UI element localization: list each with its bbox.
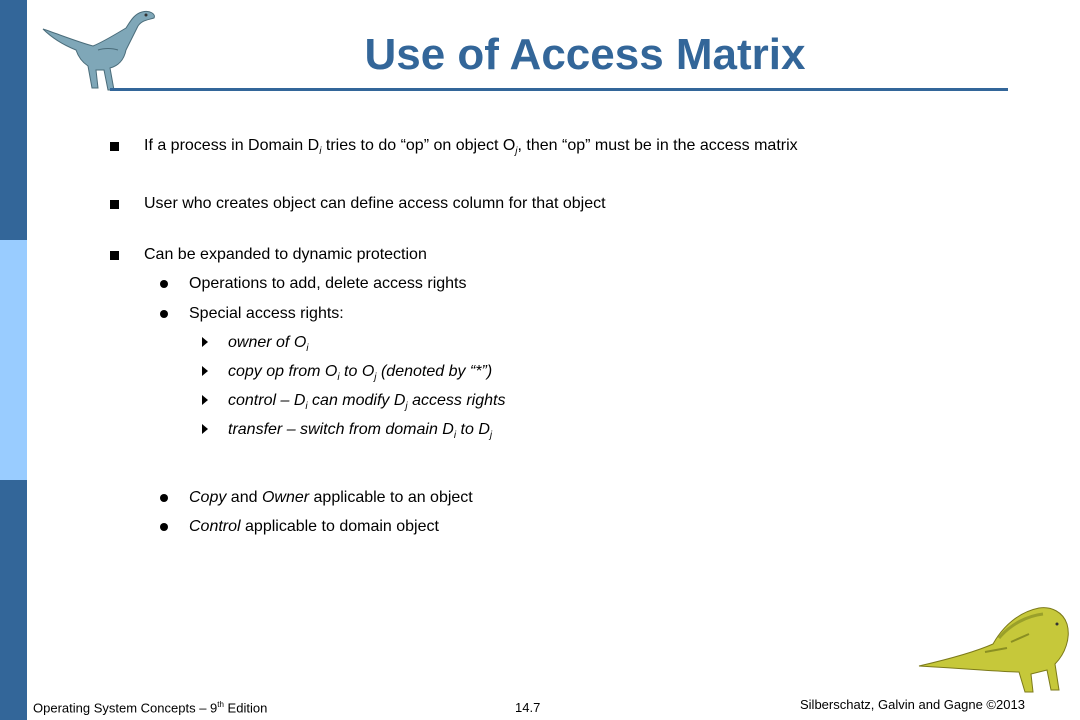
slide-title: Use of Access Matrix — [364, 30, 806, 79]
footer-book-title — [33, 700, 267, 715]
footer-copyright: Silberschatz, Galvin and Gagne ©2013 — [800, 697, 1025, 712]
subscript: j — [405, 401, 408, 413]
text-part: (denoted by “*”) — [376, 363, 493, 380]
text-part: Control — [189, 518, 241, 535]
text-part: Copy — [189, 489, 227, 506]
sub-sub-bullet-item — [228, 363, 492, 383]
bullet-item — [144, 195, 606, 213]
superscript: th — [217, 700, 224, 709]
bullet-text: Special access rights: — [189, 305, 344, 322]
bullet-text — [189, 489, 473, 507]
left-sidebar — [0, 0, 27, 720]
text-part: Operating System Concepts – 9 — [33, 700, 218, 716]
square-bullet-icon — [110, 200, 119, 209]
text-part: Edition — [223, 700, 268, 716]
square-bullet-icon — [110, 251, 119, 260]
arrow-bullet-icon — [202, 424, 208, 434]
sidebar-stripe-dark — [0, 0, 27, 240]
arrow-bullet-icon — [202, 366, 208, 376]
sub-sub-bullet-item — [228, 421, 492, 441]
text-part: and — [226, 489, 262, 506]
dinosaur-bottom-icon — [915, 598, 1075, 698]
sub-bullet-item — [189, 305, 344, 323]
subscript: j — [515, 146, 518, 158]
sub-sub-bullet-item — [228, 334, 309, 354]
sub-sub-bullet-item — [228, 392, 505, 412]
text-part: , then “op” must be in the access matrix — [517, 137, 798, 154]
sub-bullet-item — [189, 489, 473, 507]
text-part: access rights — [407, 392, 506, 409]
arrow-bullet-icon — [202, 337, 208, 347]
subscript: j — [374, 372, 377, 384]
subscript: i — [319, 146, 322, 158]
bullet-text — [228, 334, 309, 354]
subscript: i — [453, 430, 457, 442]
bullet-text — [228, 392, 505, 412]
text-part: control – D — [228, 392, 306, 409]
text-part: applicable to an object — [309, 489, 473, 506]
bullet-text: Operations to add, delete access rights — [189, 275, 467, 292]
bullet-item — [144, 246, 427, 264]
text-part: tries to do “op” on object O — [321, 137, 516, 154]
dot-bullet-icon — [160, 310, 168, 318]
dinosaur-top-icon — [38, 4, 168, 94]
subscript: i — [306, 343, 309, 355]
square-bullet-icon — [110, 142, 119, 151]
bullet-text — [189, 518, 439, 536]
text-part: to D — [456, 421, 490, 438]
text-part: Owner — [261, 489, 310, 506]
dot-bullet-icon — [160, 494, 168, 502]
bullet-item — [144, 137, 798, 157]
text-part: owner of O — [228, 334, 307, 351]
bullet-text — [144, 137, 798, 157]
bullet-text — [228, 363, 492, 383]
text-part: If a process in Domain D — [144, 137, 320, 154]
sub-bullet-item — [189, 275, 467, 293]
footer-page-number: 14.7 — [515, 700, 541, 715]
dot-bullet-icon — [160, 523, 168, 531]
sidebar-stripe-light — [0, 240, 27, 480]
text-part: to O — [339, 363, 375, 380]
subscript: i — [305, 401, 308, 413]
bullet-text: Can be expanded to dynamic protection — [144, 246, 427, 263]
text-part: can modify D — [307, 392, 406, 409]
text-part: applicable to domain object — [240, 518, 439, 535]
dot-bullet-icon — [160, 280, 168, 288]
text-part: transfer – switch from domain D — [228, 421, 454, 438]
arrow-bullet-icon — [202, 395, 208, 405]
bullet-text — [228, 421, 492, 441]
text-part: copy op from O — [228, 363, 338, 380]
title-underline — [110, 88, 1008, 91]
subscript: j — [489, 430, 493, 442]
bullet-text: User who creates object can define access column for that object — [144, 195, 606, 212]
sub-bullet-item — [189, 518, 439, 536]
sidebar-stripe-dark — [0, 480, 27, 720]
subscript: i — [337, 372, 340, 384]
